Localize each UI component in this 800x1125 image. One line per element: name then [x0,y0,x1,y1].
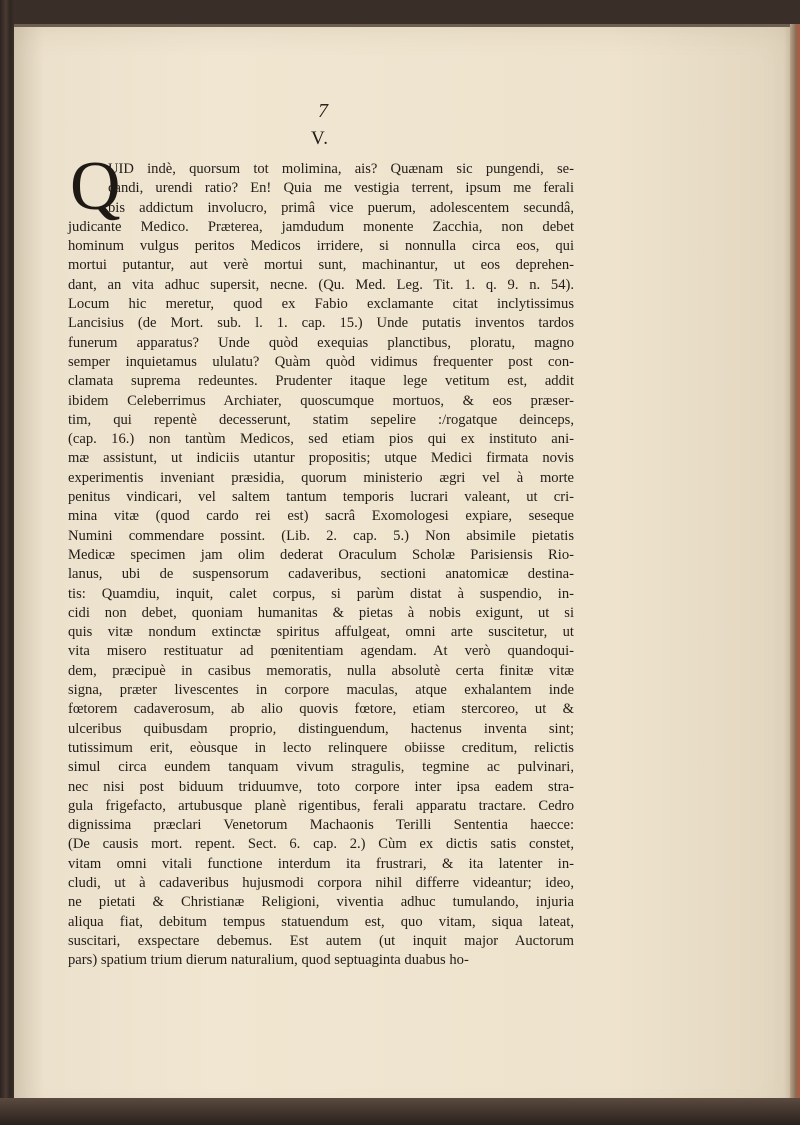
body-text [68,160,574,970]
text-line: cidi non debet, quoniam humanitas & pietas à nobis exigunt, ut si [68,604,574,621]
text-line: gula frigefacto, artubusque planè rigentibus, ferali apparatu tractare. Cedro [68,797,574,814]
text-line: Medicæ specimen jam olim dederat Oraculum Scholæ Parisiensis Rio- [68,546,574,563]
section-heading: V. [310,128,330,149]
text-line: vitam omni vitali functione interdum ita frustrari, & ita latenter in- [68,855,574,872]
text-line: dant, an vita adhuc supersit, necne. (Qu. Med. Leg. Tit. 1. q. 9. n. 54). [68,276,574,293]
text-line: funerum apparatus? Unde quòd exequias planctibus, ploratu, magno [68,334,574,351]
text-line: dignissima præclari Venetorum Machaonis Terilli Sententia haecce: [68,817,574,834]
text-line: Locum hic meretur, quod ex Fabio exclamante citat inclytissimus [68,296,574,313]
text-line: ne pietati & Christianæ Religioni, viventia adhuc tumulando, injuria [68,894,574,911]
text-line: mortui putantur, aut verè mortui sunt, machinantur, ut eos deprehen- [68,257,574,274]
text-line: cludi, ut à cadaveribus hujusmodi corpora nihil differre videantur; ideo, [68,874,574,891]
text-line: UID indè, quorsum tot molimina, ais? Quænam sic pungendi, se- [108,161,574,177]
text-line: tim, qui repentè decesserunt, statim sepelire :/rogatque deinceps, [68,411,574,428]
text-line: vita misero restituatur ad pœnitentiam agendam. At verò quandoqui- [68,643,574,660]
text-line: hominum vulgus peritos Medicos irridere, si nonnulla circa eos, qui [68,238,574,255]
text-line: Numini commendare possint. (Lib. 2. cap. 5.) Non absimile pietatis [68,527,574,544]
text-line: clamata suprema redeuntes. Prudenter itaque lege vetitum est, addit [68,373,574,390]
text-line: simul circa eundem tanquam vivum stragulis, tegmine ac pulvinari, [68,759,574,776]
text-line: signa, præter livescentes in corpore maculas, atque exhalantem inde [68,682,574,699]
text-line: mina vitæ (quod cardo rei est) sacrâ Exomologesi expiare, seseque [68,508,574,525]
text-line: tis: Quamdiu, inquit, calet corpus, si parùm distat à suspendio, in- [68,585,574,602]
text-line: experimentis inveniant præsidia, quorum ministerio ægri vel à morte [68,469,574,486]
text-line: penitus vindicari, vel saltem tantum temporis lucrari valeant, ut cri- [68,489,574,506]
page-edge [790,24,800,1114]
text-line: semper inquietamus ululatu? Quàm quòd vidimus frequenter post con- [68,353,574,370]
text-line: quis vitæ nondum extinctæ spiritus affulgeat, omni arte suscitetur, ut [68,624,574,641]
text-line: candi, urendi ratio? En! Quia me vestigia terrent, ipsum me ferali [108,180,574,197]
text-line: dem, præcipuè in casibus memoratis, nulla absolutè certa finitæ vitæ [68,662,574,679]
text-line: judicante Medico. Præterea, jamdudum monente Zacchia, non debet [68,218,574,235]
text-line: fœtorem cadaverosum, ab alio quovis fœtore, etiam stercoreo, ut & [68,701,574,718]
text-line: Lancisius (de Mort. sub. l. 1. cap. 15.) Unde putatis inventos tardos [68,315,574,332]
text-line: tutissimum erit, eòusque in lecto relinquere obiisse creditum, relictis [68,739,574,756]
text-line: bis addictum involucro, primâ vice puerum, adolescentem secundâ, [108,199,574,216]
text-line: ulceribus quibusdam proprio, distinguendum, hactenus inventa sint; [68,720,574,737]
page-number: 7 [318,100,328,122]
text-line: lanus, ubi de suspensorum cadaveribus, sectioni anatomicæ destina- [68,566,574,583]
text-line: aliqua fiat, debitum tempus statuendum est, quo vitam, siqua lateat, [68,913,574,930]
drop-capital: Q [70,148,121,225]
gutter-shadow [0,1098,800,1125]
text-line: mæ assistunt, ut indiciis utantur propositis; utque Medici firmata novis [68,450,574,467]
text-line: ibidem Celeberrimus Archiater, quoscumque mortuos, & eos præser- [68,392,574,409]
text-line: suscitari, exspectare debemus. Est autem (ut inquit major Auctorum [68,932,574,949]
text-line: nec nisi post biduum triduumve, toto corpore inter ipsa eadem stra- [68,778,574,795]
text-line: (De causis mort. repent. Sect. 6. cap. 2.) Cùm ex dictis satis constet, [68,836,574,853]
text-line: pars) spatium trium dierum naturalium, quod septuaginta duabus ho- [68,952,469,969]
text-line: (cap. 16.) non tantùm Medicos, sed etiam pios qui ex instituto ani- [68,431,574,448]
